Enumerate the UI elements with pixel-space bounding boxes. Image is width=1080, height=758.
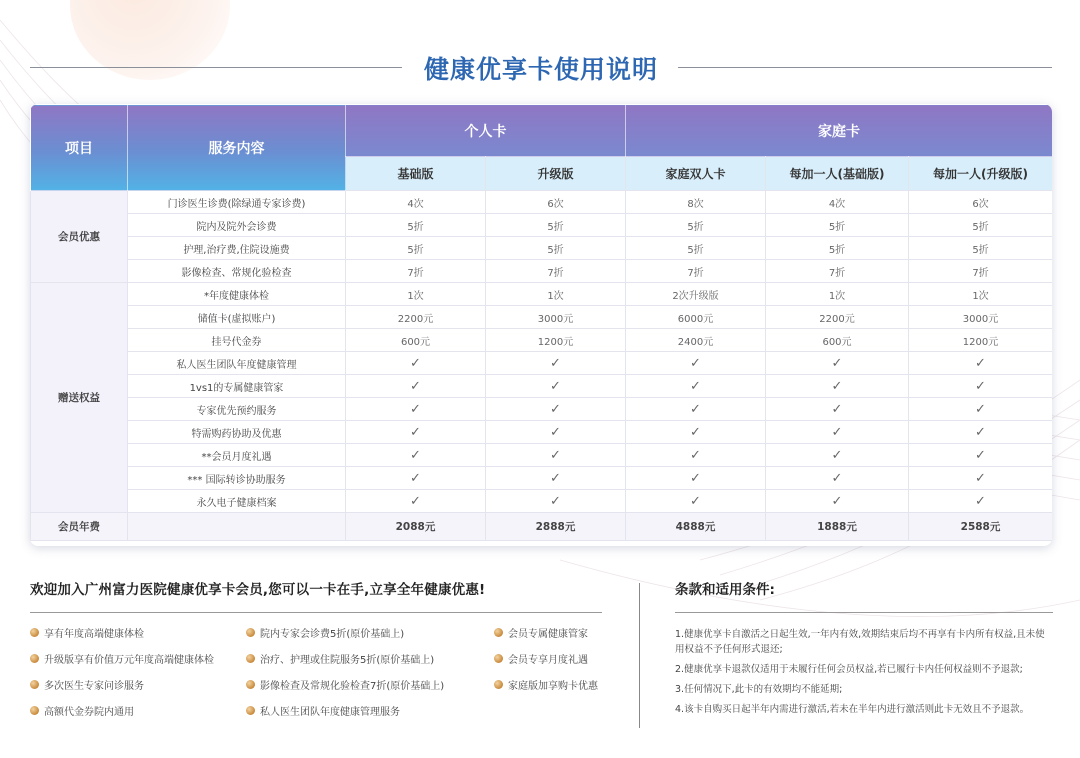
checkmark-cell: ✓ [766,444,909,467]
checkmark-cell: ✓ [346,421,486,444]
table-row [31,421,1053,444]
checkmark-cell: ✓ [346,398,486,421]
benefit-text: 升级版享有价值万元年度高端健康体检 [44,655,214,666]
value-cell: 7折 [766,260,909,283]
header-personal-card: 个人卡 [346,105,626,157]
benefit-item [30,703,134,718]
checkmark-cell: ✓ [626,444,766,467]
checkmark-cell: ✓ [626,375,766,398]
table-row [31,352,1053,375]
benefit-item [494,677,598,692]
checkmark-cell: ✓ [346,375,486,398]
value-cell: 3000元 [909,306,1053,329]
value-cell: 5折 [909,214,1053,237]
header-family-card: 家庭卡 [626,105,1053,157]
service-item-cell: 专家优先预约服务 [128,398,346,421]
header-service: 服务内容 [128,105,346,191]
value-cell: 8次 [626,191,766,214]
table-row [31,283,1053,306]
benefit-text: 高额代金券院内通用 [44,707,134,718]
value-cell: 3000元 [486,306,626,329]
checkmark-cell: ✓ [486,352,626,375]
benefit-text: 治疗、护理或住院服务5折(原价基础上) [260,655,435,666]
value-cell: 600元 [346,329,486,352]
title-row [30,50,1052,84]
benefit-item [494,651,588,666]
value-cell: 6次 [486,191,626,214]
service-item-cell: 储值卡(虚拟账户) [128,306,346,329]
checkmark-cell: ✓ [909,490,1053,513]
column-divider [639,583,640,728]
value-cell: 5折 [346,214,486,237]
value-cell: 5折 [909,237,1053,260]
benefit-item [246,703,400,718]
value-cell: 1200元 [909,329,1053,352]
value-cell: 600元 [766,329,909,352]
checkmark-cell: ✓ [626,352,766,375]
checkmark-cell: ✓ [486,375,626,398]
value-cell: 5折 [766,214,909,237]
checkmark-cell: ✓ [766,421,909,444]
value-cell: 1次 [486,283,626,306]
benefit-item [246,677,444,692]
bullet-icon [246,628,255,637]
annual-fee-empty-cell [128,513,346,541]
checkmark-cell: ✓ [766,467,909,490]
value-cell: 7折 [346,260,486,283]
benefit-item [30,651,214,666]
checkmark-cell: ✓ [486,421,626,444]
benefit-list [30,621,602,731]
benefit-item [246,625,404,640]
benefit-item [30,625,144,640]
service-item-cell: 1vs1的专属健康管家 [128,375,346,398]
value-cell: 6次 [909,191,1053,214]
annual-fee-price: 1888元 [766,513,909,541]
table-row [31,191,1053,214]
value-cell: 7折 [909,260,1053,283]
value-cell: 5折 [766,237,909,260]
service-item-cell: 特需购药协助及优惠 [128,421,346,444]
value-cell: 7折 [486,260,626,283]
value-cell: 1次 [909,283,1053,306]
welcome-title: 欢迎加入广州富力医院健康优享卡会员,您可以一卡在手,立享全年健康优惠! [30,582,486,598]
table-row [31,398,1053,421]
checkmark-cell: ✓ [909,467,1053,490]
value-cell: 1200元 [486,329,626,352]
table-row [31,237,1053,260]
value-cell: 2400元 [626,329,766,352]
value-cell: 6000元 [626,306,766,329]
checkmark-cell: ✓ [909,421,1053,444]
header-col-add-basic: 每加一人(基础版) [766,157,909,191]
value-cell: 2200元 [766,306,909,329]
service-item-cell: **会员月度礼遇 [128,444,346,467]
table-row [31,375,1053,398]
bullet-icon [30,628,39,637]
annual-fee-row [31,513,1053,541]
table-row [31,444,1053,467]
terms-title: 条款和适用条件: [675,582,775,598]
category-cell: 会员优惠 [31,191,128,283]
annual-fee-price: 2888元 [486,513,626,541]
value-cell: 4次 [766,191,909,214]
benefit-text: 家庭版加享购卡优惠 [508,681,598,692]
category-cell: 赠送权益 [31,283,128,513]
service-item-cell: 护理,治疗费,住院设施费 [128,237,346,260]
checkmark-cell: ✓ [909,375,1053,398]
comparison-table [30,104,1052,541]
welcome-rule [30,612,602,613]
benefit-text: 会员专属健康管家 [508,629,588,640]
bullet-icon [494,680,503,689]
bullet-icon [494,654,503,663]
checkmark-cell: ✓ [626,467,766,490]
annual-fee-price: 2588元 [909,513,1053,541]
checkmark-cell: ✓ [346,352,486,375]
checkmark-cell: ✓ [486,398,626,421]
table-row [31,260,1053,283]
bullet-icon [246,680,255,689]
term-item: 3.任何情况下,此卡的有效期均不能延期; [675,684,843,695]
checkmark-cell: ✓ [766,375,909,398]
header-col-family-double: 家庭双人卡 [626,157,766,191]
benefit-text: 会员专享月度礼遇 [508,655,588,666]
value-cell: 5折 [486,237,626,260]
page-title: 健康优享卡使用说明 [423,55,658,84]
terms-rule [675,612,1053,613]
checkmark-cell: ✓ [346,490,486,513]
bullet-icon [30,654,39,663]
header-col-basic: 基础版 [346,157,486,191]
checkmark-cell: ✓ [346,444,486,467]
table-row [31,329,1053,352]
value-cell: 2200元 [346,306,486,329]
value-cell: 1次 [766,283,909,306]
table-row [31,214,1053,237]
bullet-icon [30,706,39,715]
table-row [31,306,1053,329]
title-rule-right [678,67,1052,68]
checkmark-cell: ✓ [766,398,909,421]
value-cell: 5折 [346,237,486,260]
checkmark-cell: ✓ [766,490,909,513]
benefit-text: 私人医生团队年度健康管理服务 [260,707,400,718]
checkmark-cell: ✓ [486,467,626,490]
value-cell: 7折 [626,260,766,283]
checkmark-cell: ✓ [909,444,1053,467]
bullet-icon [30,680,39,689]
header-col-add-upgrade: 每加一人(升级版) [909,157,1053,191]
service-item-cell: 影像检查、常规化验检查 [128,260,346,283]
benefit-item [494,625,588,640]
term-item: 1.健康优享卡自激活之日起生效,一年内有效,效期结束后均不再享有卡内所有权益,且未使用权益不予任何形式退还; [675,629,1045,655]
term-item: 4.该卡自购买日起半年内需进行激活,若未在半年内进行激活则此卡无效且不予退款。 [675,704,1030,715]
benefit-text: 多次医生专家问诊服务 [44,681,144,692]
value-cell: 2次升级版 [626,283,766,306]
checkmark-cell: ✓ [626,398,766,421]
table-row [31,467,1053,490]
bullet-icon [494,628,503,637]
value-cell: 1次 [346,283,486,306]
service-item-cell: 门诊医生诊费(除绿通专家诊费) [128,191,346,214]
service-item-cell: 院内及院外会诊费 [128,214,346,237]
term-item: 2.健康优享卡退款仅适用于未履行任何会员权益,若已履行卡内任何权益则不予退款; [675,664,1023,675]
annual-fee-price: 2088元 [346,513,486,541]
value-cell: 5折 [486,214,626,237]
service-item-cell: 私人医生团队年度健康管理 [128,352,346,375]
checkmark-cell: ✓ [486,490,626,513]
table-row [31,490,1053,513]
terms-list [675,627,1053,717]
checkmark-cell: ✓ [346,467,486,490]
value-cell: 5折 [626,237,766,260]
service-item-cell: 永久电子健康档案 [128,490,346,513]
annual-fee-label: 会员年费 [31,513,128,541]
checkmark-cell: ✓ [766,352,909,375]
terms-section [675,578,1053,722]
comparison-table-container [30,104,1052,546]
annual-fee-price: 4888元 [626,513,766,541]
benefit-item [30,677,144,692]
checkmark-cell: ✓ [909,398,1053,421]
bullet-icon [246,706,255,715]
checkmark-cell: ✓ [909,352,1053,375]
value-cell: 4次 [346,191,486,214]
service-item-cell: *** 国际转诊协助服务 [128,467,346,490]
service-item-cell: *年度健康体检 [128,283,346,306]
service-item-cell: 挂号代金券 [128,329,346,352]
value-cell: 5折 [626,214,766,237]
header-col-upgrade: 升级版 [486,157,626,191]
benefit-text: 影像检查及常规化验检查7折(原价基础上) [260,681,445,692]
benefit-item [246,651,434,666]
benefit-text: 享有年度高端健康体检 [44,629,144,640]
bullet-icon [246,654,255,663]
checkmark-cell: ✓ [626,490,766,513]
checkmark-cell: ✓ [626,421,766,444]
header-project: 项目 [31,105,128,191]
benefit-text: 院内专家会诊费5折(原价基础上) [260,629,405,640]
checkmark-cell: ✓ [486,444,626,467]
welcome-section [30,578,602,731]
